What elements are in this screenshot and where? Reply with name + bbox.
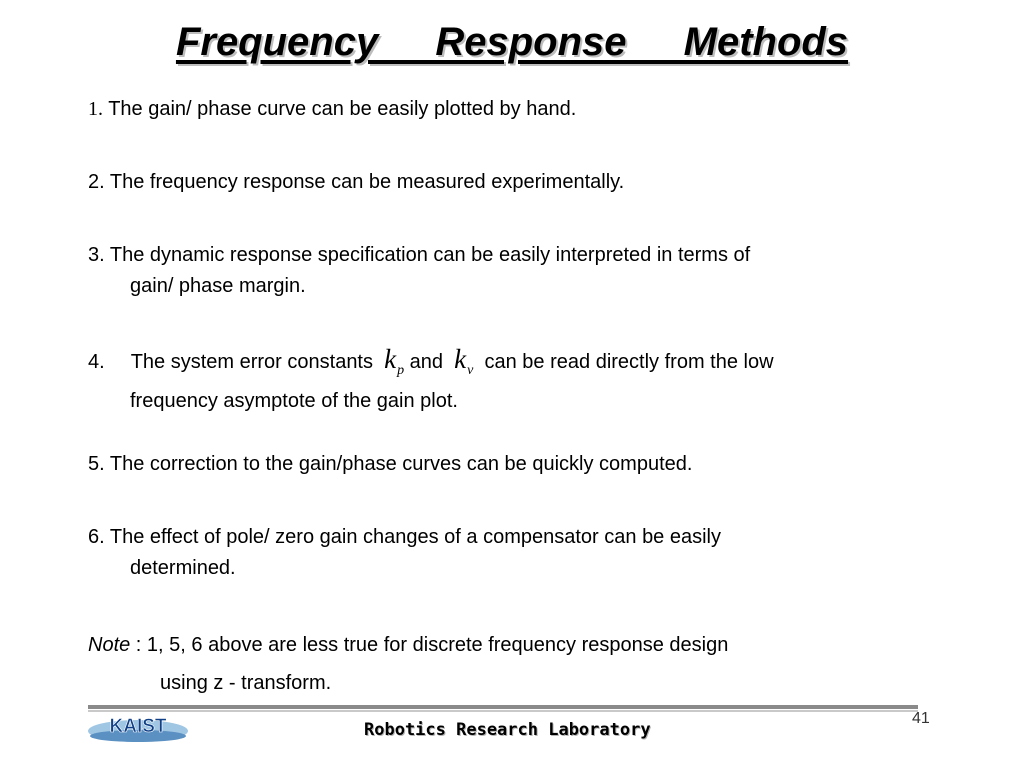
page-number: 41 (912, 710, 930, 727)
item-text-post: can be read directly from the low (484, 351, 774, 373)
svg-text:KAIST: KAIST (109, 716, 167, 737)
footer-rule (88, 705, 918, 709)
kv-symbol: $k_v$ (454, 344, 474, 378)
list-item-3 (88, 240, 750, 302)
list-item-1 (88, 94, 576, 125)
item-text-line-1 (88, 344, 774, 386)
slide-title: Frequency Response Methods (175, 20, 849, 64)
note-label: Note (88, 634, 131, 656)
list-item-6 (88, 522, 721, 584)
item-text-line-2: frequency asymptote of the gain plot. (130, 390, 458, 412)
note-text: : 1, 5, 6 above are less true for discrete frequency response design (130, 634, 729, 656)
item-number: 1. (88, 98, 103, 120)
item-text-line-1: 6. The effect of pole/ zero gain changes of a compensator can be easily (88, 526, 721, 548)
kaist-logo (86, 712, 190, 746)
note (88, 626, 728, 702)
item-number: 4. (88, 351, 105, 373)
item-text: 2. The frequency response can be measured experimentally. (88, 171, 625, 193)
item-text-mid: and (409, 351, 444, 373)
list-item-5 (88, 449, 692, 480)
footer-rule-shadow (88, 710, 918, 712)
item-text-line-2: gain/ phase margin. (130, 275, 306, 297)
note-line-1 (88, 626, 728, 664)
item-text-pre: The system error constants (130, 351, 373, 373)
item-text-line-1: 3. The dynamic response specification can be easily interpreted in terms of (88, 244, 751, 266)
list-item-4 (88, 344, 774, 417)
item-text-line-2: determined. (130, 557, 236, 579)
note-line-2: using z - transform. (160, 672, 332, 694)
item-text: 5. The correction to the gain/phase curves can be quickly computed. (88, 453, 693, 475)
kp-symbol: $k_p$ (384, 344, 405, 378)
lab-name: Robotics Research Laboratory (364, 720, 651, 740)
list-item-2 (88, 167, 624, 198)
item-text: The gain/ phase curve can be easily plotted by hand. (108, 98, 577, 120)
